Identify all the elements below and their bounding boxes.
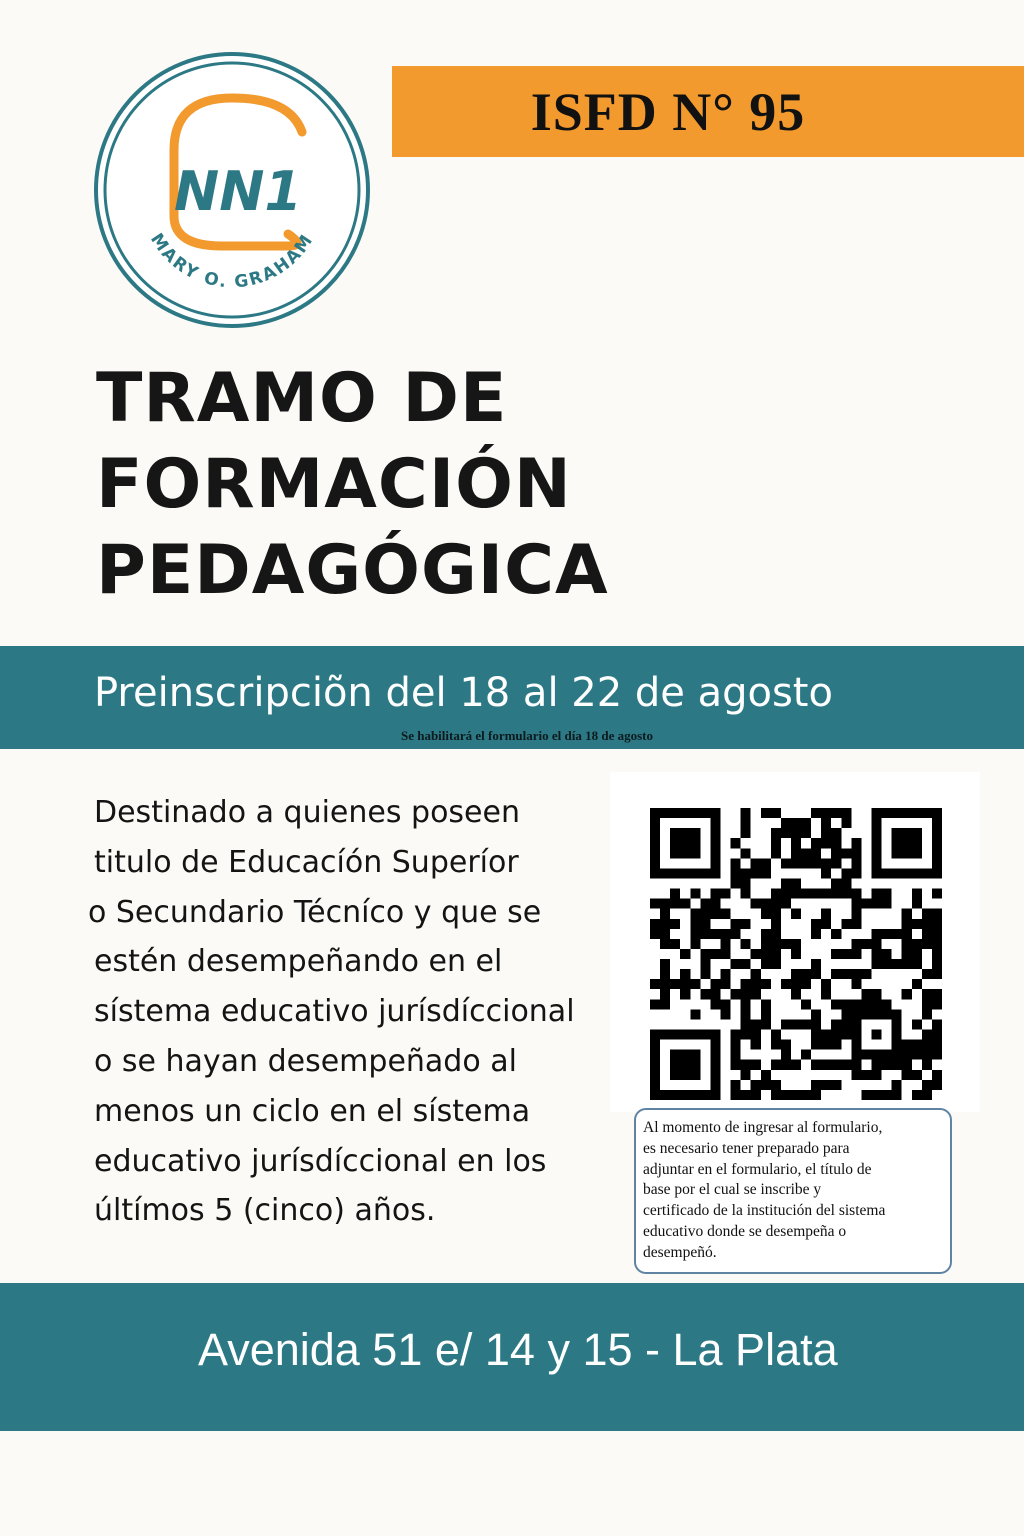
logo-graphic — [92, 50, 372, 330]
note-line: certificado de la institución del sistema — [643, 1202, 886, 1220]
note-line: adjuntar en el formulario, el título de — [643, 1160, 872, 1178]
description-line: últímos 5 (cinco) años. — [94, 1193, 436, 1229]
description-line: titulo de Educacíón Superíor — [94, 844, 519, 880]
qr-code-card[interactable] — [610, 772, 980, 1112]
form-availability-note: Se habilitará el formulario el día 18 de agosto — [400, 728, 654, 743]
institution-name: ISFD N° 95 — [530, 81, 806, 142]
note-line: Al momento de ingresar al formulario, — [643, 1119, 883, 1136]
description-line: o Secundario Técníco y que se — [88, 894, 542, 930]
title-line-3: PEDAGÓGICA — [96, 531, 609, 610]
institution-header-band — [392, 66, 1024, 157]
preinscription-dates: Preinscripciõn del 18 al 22 de agosto — [94, 670, 833, 716]
note-line: educativo donde se desempeña o — [643, 1222, 847, 1240]
requirements-note — [634, 1108, 952, 1274]
title-line-2: FORMACIÓN — [96, 445, 572, 524]
note-line: desempeñó. — [643, 1243, 717, 1261]
description-line: o se hayan desempeñado al — [94, 1043, 517, 1079]
description-line: sístema educativo jurísdíccional — [94, 994, 575, 1030]
note-line: base por el cual se inscribe y — [643, 1181, 822, 1199]
institution-logo — [92, 50, 372, 330]
qr-code-icon[interactable] — [650, 808, 942, 1100]
note-line: es necesario tener preparado para — [643, 1139, 850, 1157]
logo-monogram: NN1 — [174, 160, 302, 223]
description-line: estén desempeñando en el — [94, 944, 503, 980]
description-line: Destinado a quienes poseen — [94, 795, 520, 830]
address-text: Avenida 51 e/ 14 y 15 - La Plata — [198, 1324, 838, 1375]
description-line: educativo jurísdíccional en los — [94, 1143, 547, 1179]
eligibility-description — [88, 788, 614, 1236]
description-line: menos un ciclo en el sístema — [94, 1093, 531, 1129]
title-line-1: TRAMO DE — [96, 359, 508, 438]
logo-arc-text: MARY O. GRAHAM — [146, 230, 318, 293]
page-title — [96, 356, 796, 614]
